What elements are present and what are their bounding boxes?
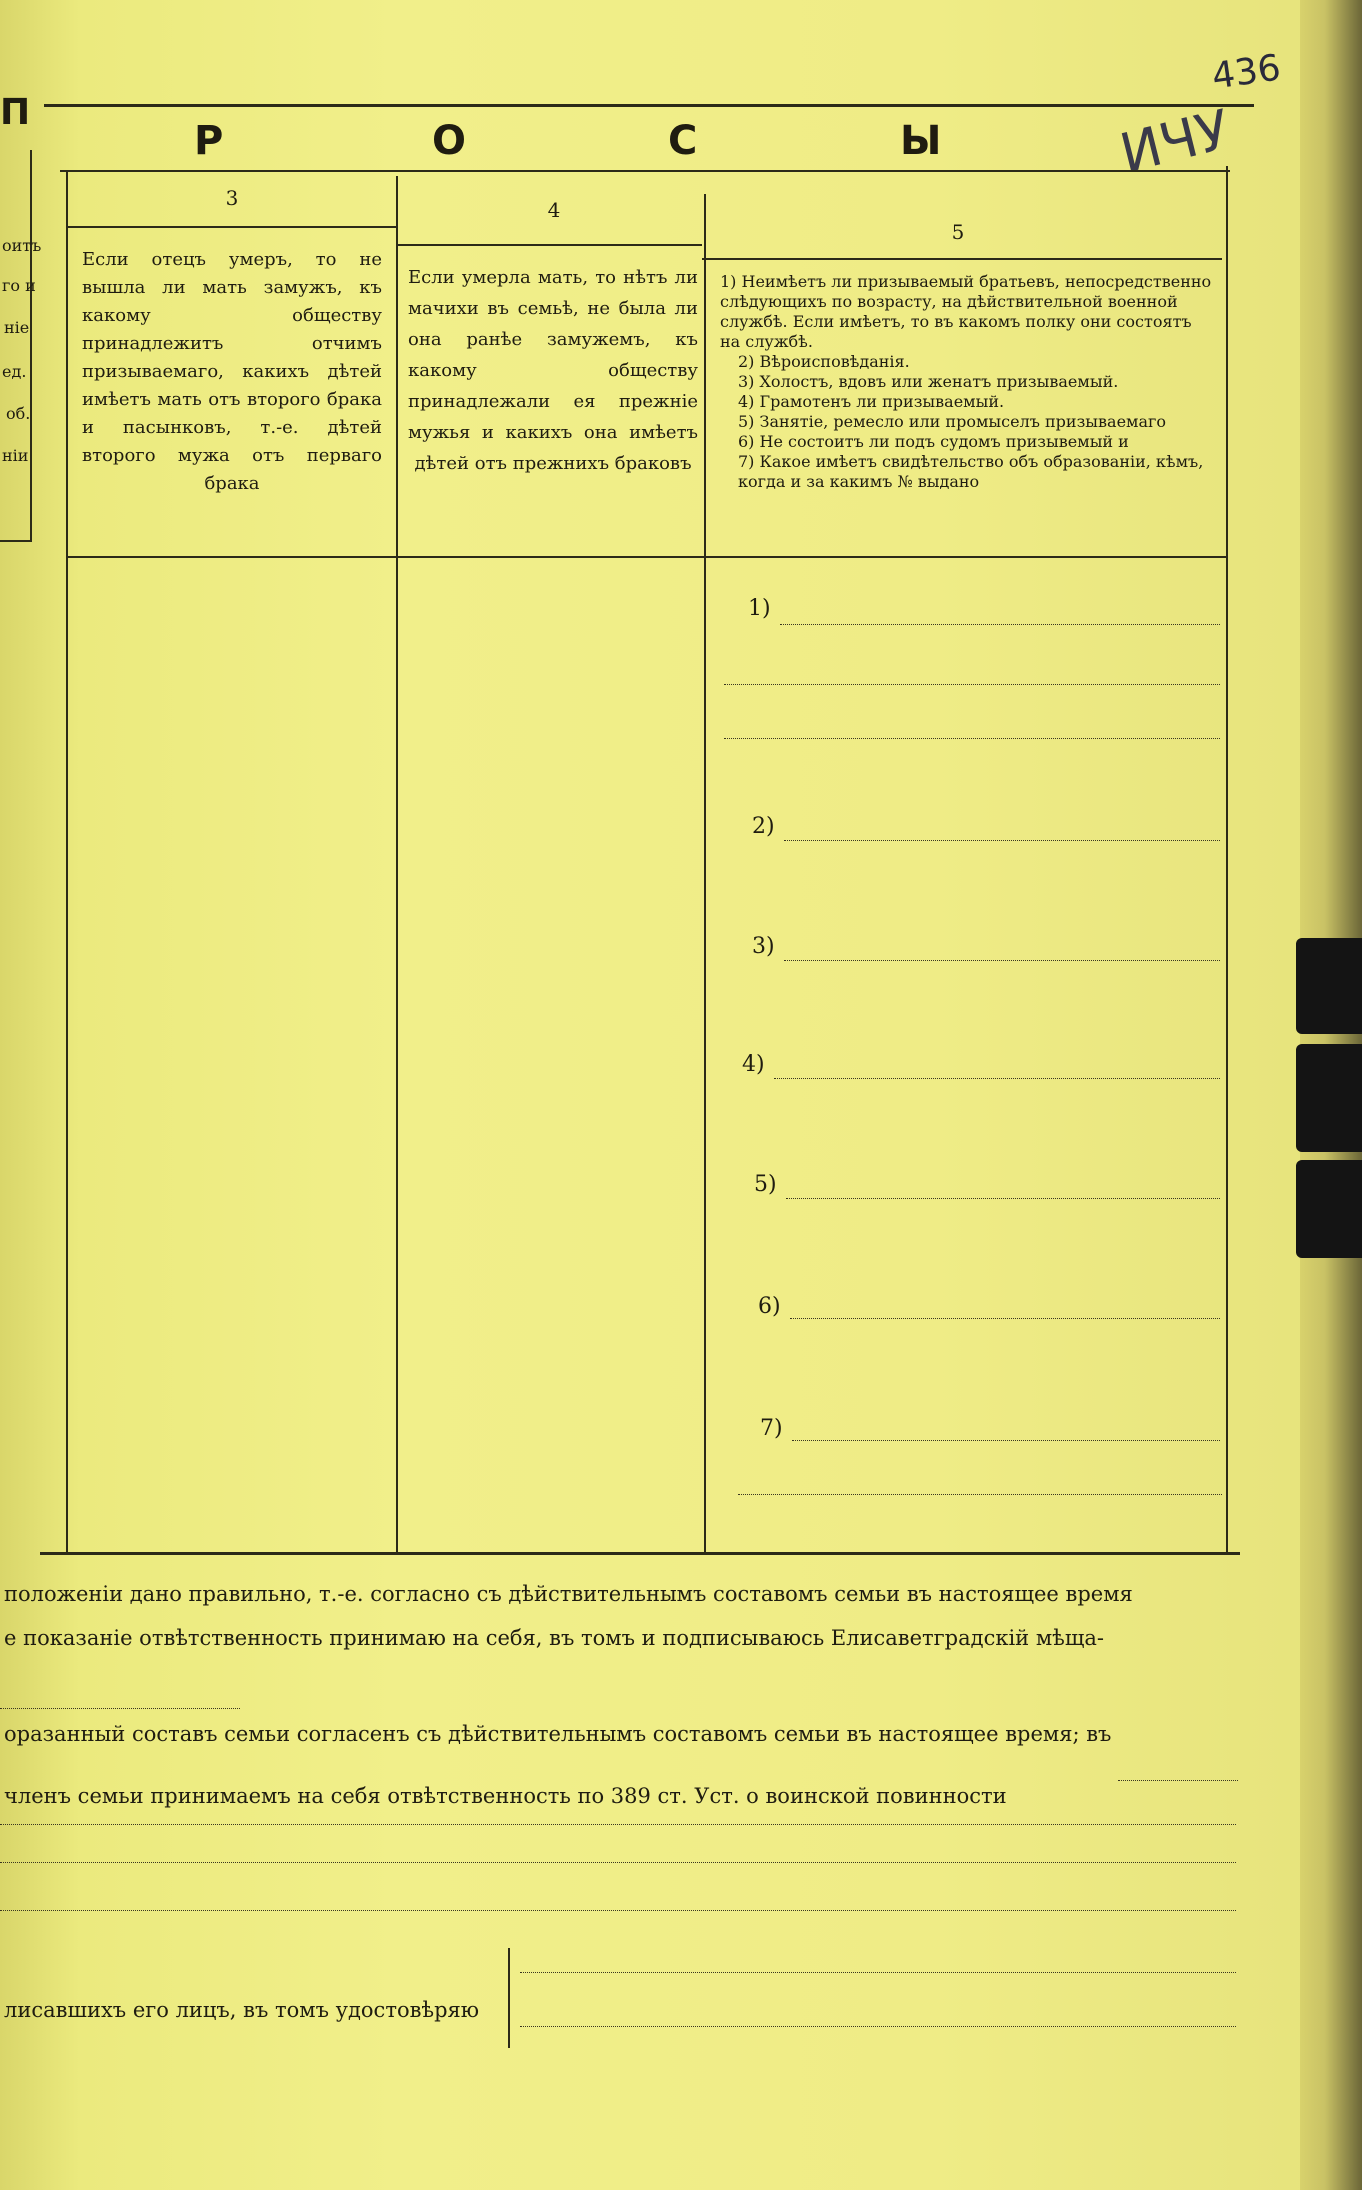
header-letter: О — [432, 118, 469, 164]
footer-line-2: е показаніе отвѣтственность принимаю на себя, въ томъ и подписываюсь Елисаветградскій мѣща- — [4, 1626, 1104, 1650]
handwritten-mark: ИЧУ — [1114, 97, 1237, 186]
left-edge-fragment: ніи — [2, 446, 29, 465]
left-edge-rule — [0, 540, 32, 542]
colnum-rule-4 — [396, 244, 702, 246]
header-letter: Ы — [900, 118, 944, 164]
answer-number: 4) — [742, 1052, 765, 1077]
column-number-4: 4 — [547, 198, 561, 222]
answer-line — [784, 840, 1220, 841]
left-edge-fragment: ніе — [4, 318, 30, 337]
page-number: 436 — [1209, 47, 1284, 98]
header-letter: С — [668, 118, 700, 164]
answer-number: 2) — [752, 814, 775, 839]
column-5-questions — [720, 272, 1214, 492]
question-item: 7) Какое имѣетъ свидѣтельство объ образованіи, кѣмъ, когда и за какимъ № выдано — [738, 452, 1204, 491]
question-item: 4) Грамотенъ ли призываемый. — [738, 392, 1005, 411]
colnum-rule-5 — [702, 258, 1222, 260]
answer-line — [724, 738, 1220, 739]
question-item: 1) Неимѣетъ ли призываемый братьевъ, непосредственно слѣдующихъ по возрасту, на дѣйствительной военной службѣ. Если имѣетъ, то въ какомъ полку они состоятъ на службѣ. — [720, 272, 1212, 351]
signature-divider — [508, 1948, 510, 2048]
signature-line — [520, 2026, 1236, 2027]
signature-line — [520, 1972, 1236, 1973]
left-edge-fragment: ед. — [2, 362, 27, 381]
answer-line — [792, 1440, 1220, 1441]
answer-line — [786, 1198, 1220, 1199]
header-bottom-rule — [66, 556, 1226, 558]
answer-line — [790, 1318, 1220, 1319]
column-number-5: 5 — [951, 220, 965, 244]
answer-line — [774, 1078, 1220, 1079]
answer-line — [724, 684, 1220, 685]
top-rule — [44, 104, 1254, 107]
footer-fill-line — [0, 1862, 1236, 1863]
question-item: 6) Не состоитъ ли подъ судомъ призывемый и — [738, 432, 1129, 451]
footer-line-5: лисавшихъ его лицъ, въ томъ удостовѣряю — [4, 1998, 480, 2022]
left-border — [66, 170, 68, 1552]
answer-number: 6) — [758, 1294, 781, 1319]
left-edge-fragment: оитъ — [2, 236, 42, 255]
answer-number: 3) — [752, 934, 775, 959]
binder-tab — [1296, 1160, 1362, 1258]
binder-tab — [1296, 1044, 1362, 1152]
left-edge-fragment: об. — [6, 404, 31, 423]
column-divider-3-4 — [396, 176, 398, 1552]
footer-line-1: положеніи дано правильно, т.-е. согласно съ дѣйствительнымъ составомъ семьи въ настоящее время — [4, 1582, 1133, 1606]
question-item: 2) Вѣроисповѣданія. — [738, 352, 910, 371]
column-3-question: Если отецъ умеръ, то не вышла ли мать замужъ, къ какому обществу принадлежитъ отчимъ призываемаго, какихъ дѣтей имѣетъ мать отъ второго брака и пасынковъ, т.-е. дѣтей второго мужа отъ перваго брака — [82, 249, 382, 494]
header-letter: Р — [194, 118, 226, 164]
column-number-3: 3 — [225, 186, 239, 210]
colnum-rule-3 — [66, 226, 396, 228]
column-4-question: Если умерла мать, то нѣтъ ли мачихи въ семьѣ, не была ли она ранѣе замужемъ, къ какому обществу принадлежали ея прежніе мужья и какихъ она имѣетъ дѣтей отъ прежнихъ браковъ — [408, 267, 698, 474]
answer-number: 7) — [760, 1416, 783, 1441]
footer-fill-line — [0, 1910, 1236, 1911]
answer-line — [780, 624, 1220, 625]
left-edge-line — [30, 150, 32, 540]
right-border — [1226, 166, 1228, 1552]
binder-tab — [1296, 938, 1362, 1034]
left-edge-fragment: го и — [2, 276, 36, 295]
footer-fill-line — [0, 1708, 240, 1709]
left-edge-letter: П — [0, 92, 31, 133]
footer-fill-line — [1118, 1780, 1238, 1781]
answer-line — [738, 1494, 1222, 1495]
answer-number: 5) — [754, 1172, 777, 1197]
footer-line-4: членъ семьи принимаемъ на себя отвѣтственность по 389 ст. Уст. о воинской повинности — [4, 1784, 1007, 1808]
answer-line — [784, 960, 1220, 961]
question-item: 5) Занятіе, ремесло или промыселъ призываемаго — [738, 412, 1167, 431]
question-item: 3) Холостъ, вдовъ или женатъ призываемый. — [738, 372, 1119, 391]
footer-line-3: оразанный составъ семьи согласенъ съ дѣйствительнымъ составомъ семьи въ настоящее время; въ — [4, 1722, 1112, 1746]
header-rule — [60, 170, 1230, 172]
table-bottom-rule — [40, 1552, 1240, 1555]
column-divider-4-5 — [704, 194, 706, 1552]
footer-fill-line — [0, 1824, 1236, 1825]
answer-number: 1) — [748, 596, 771, 621]
